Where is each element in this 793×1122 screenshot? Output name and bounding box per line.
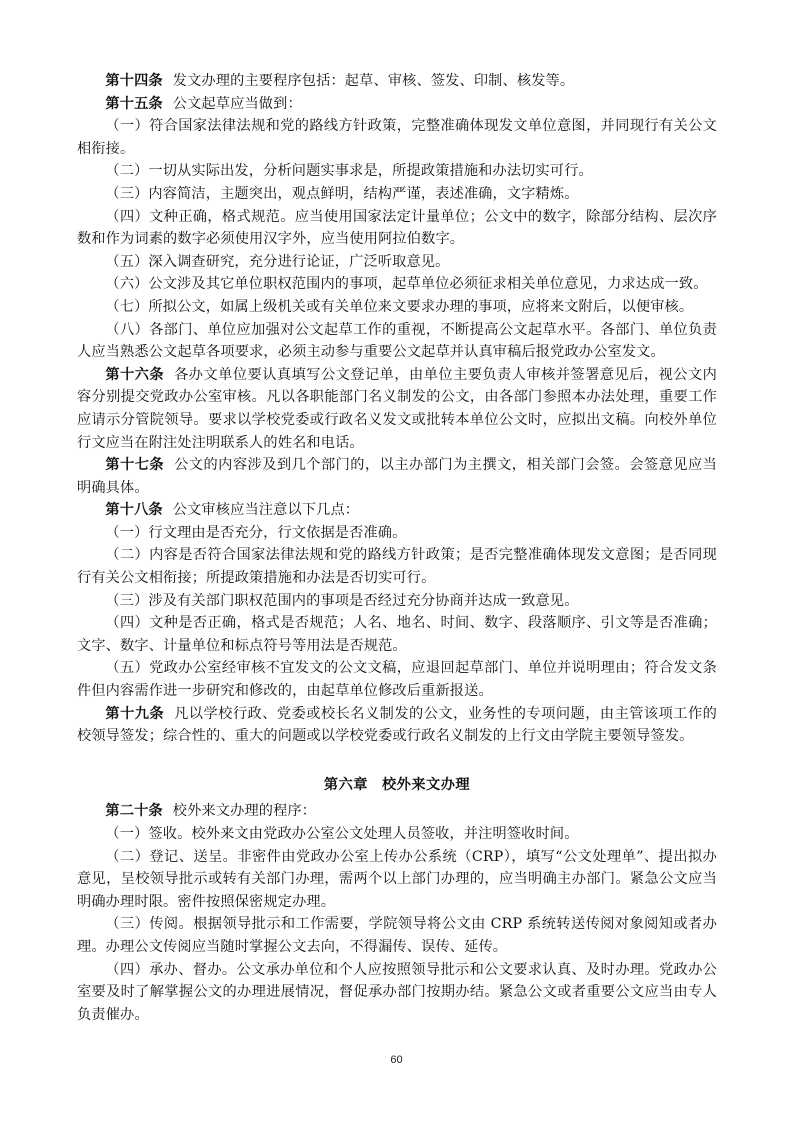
clause-item: （四）文种是否正确，格式是否规范；人名、地名、时间、数字、段落顺序、引文等是否准确；文字、数字、计量单位和标点符号等用法是否规范。 <box>77 615 717 654</box>
clause-item: （二）一切从实际出发，分析问题实事求是，所提政策措施和办法切实可行。 <box>105 163 593 180</box>
clause-item: （一）行文理由是否充分，行文依据是否准确。 <box>105 524 407 541</box>
article-text: 各办文单位要认真填写公文登记单，由单位主要负责人审核并签署意见后，视公文内容分别提交党政办公室审核。凡以各职能部门名义制发的公文，由各部门参照本办法处理，重要工作应请示分管院领导。要求以学校党委或行政名义发文或批转本单位公文时，应拟出文稿。向校外单位行文应当在附注处注明联系人的姓名和电话。 <box>77 366 717 451</box>
article-text: 公文的内容涉及到几个部门的，以主办部门为主撰文，相关部门会签。会签意见应当明确具体。 <box>77 457 717 496</box>
clause-item: （五）深入调查研究，充分进行论证，广泛听取意见。 <box>105 253 450 270</box>
article-label: 第十七条 <box>105 457 165 474</box>
page-number: 60 <box>390 1054 403 1066</box>
clause-item: （二）登记、送呈。非密件由党政办公室上传办公系统（CRP），填写“公文处理单”、提出拟办意见，呈校领导批示或转有关部门办理，需两个以上部门办理的，应当明确主办部门。紧急公文应当明确办理时限。密件按照保密规定办理。 <box>77 848 717 910</box>
article-label: 第十五条 <box>105 95 163 112</box>
clause-item: （五）党政办公室经审核不宜发文的公文文稿，应退回起草部门、单位并说明理由；符合发文条件但内容需作进一步研究和修改的，由起草单位修改后重新报送。 <box>77 660 717 700</box>
clause-item: （八）各部门、单位应加强对公文起草工作的重视，不断提高公文起草水平。各部门、单位负责人应当熟悉公文起草各项要求，必须主动参与重要公文起草并认真审稿后报党政办公室发文。 <box>77 321 717 361</box>
clause-item: （七）所拟公文，如属上级机关或有关单位来文要求办理的事项，应将来文附后，以便审核。 <box>105 298 694 315</box>
article-17 <box>77 454 717 499</box>
article-text: 发文办理的主要程序包括：起草、审核、签发、印制、核发等。 <box>172 73 575 89</box>
article-15 <box>77 93 717 116</box>
clause-item: （四）承办、督办。公文承办单位和个人应按照领导批示和公文要求认真、及时办理。党政办公室要及时了解掌握公文的办理进展情况，督促承办部门按期办结。紧急公文或者重要公文应当由专人负责催办。 <box>77 961 717 1023</box>
article-label: 第十九条 <box>105 705 165 722</box>
document-body <box>77 70 717 1026</box>
chapter-number: 第六章 <box>323 776 368 793</box>
article-14 <box>77 70 717 93</box>
article-label: 第二十条 <box>105 803 163 820</box>
article-text: 校外来文办理的程序： <box>172 803 317 820</box>
article-text: 凡以学校行政、党委或校长名义制发的公文，业务性的专项问题，由主管该项工作的校领导签发；综合性的、重大的问题或以学校党委或行政名义制发的上行文由学院主要领导签发。 <box>77 705 717 745</box>
clause-item: （三）涉及有关部门职权范围内的事项是否经过充分协商并达成一致意见。 <box>105 592 579 609</box>
article-19 <box>77 703 717 748</box>
clause-item: （四）文种正确，格式规范。应当使用国家法定计量单位；公文中的数字，除部分结构、层次序数和作为词素的数字必须使用汉字外，应当使用阿拉伯数字。 <box>77 208 717 248</box>
clause-item: （一）符合国家法律法规和党的路线方针政策，完整准确体现发文单位意图，并同现行有关公文相衔接。 <box>77 118 717 157</box>
chapter-heading <box>77 774 717 797</box>
clause-item: （三）传阅。根据领导批示和工作需要，学院领导将公文由 CRP 系统转送传阅对象阅知或者办理。办理公文传阅应当随时掌握公文去向，不得漏传、误传、延传。 <box>77 916 717 955</box>
clause-item: （一）签收。校外来文由党政办公室公文处理人员签收，并注明签收时间。 <box>105 826 579 842</box>
article-20 <box>77 800 717 823</box>
clause-item: （三）内容简洁，主题突出，观点鲜明，结构严谨，表述准确，文字精炼。 <box>105 185 579 202</box>
article-text: 公文审核应当注意以下几点： <box>172 502 360 519</box>
article-label: 第十六条 <box>105 366 165 383</box>
chapter-title: 校外来文办理 <box>381 776 471 793</box>
article-16 <box>77 364 717 454</box>
article-label: 第十八条 <box>105 502 163 519</box>
clause-item: （二）内容是否符合国家法律法规和党的路线方针政策；是否完整准确体现发文意图；是否同现行有关公文相衔接；所提政策措施和办法是否切实可行。 <box>77 547 717 587</box>
clause-item: （六）公文涉及其它单位职权范围内的事项，起草单位必须征求相关单位意见，力求达成一致。 <box>105 276 708 293</box>
article-18 <box>77 499 717 522</box>
article-text: 公文起草应当做到： <box>172 95 302 112</box>
article-label: 第十四条 <box>105 73 163 89</box>
